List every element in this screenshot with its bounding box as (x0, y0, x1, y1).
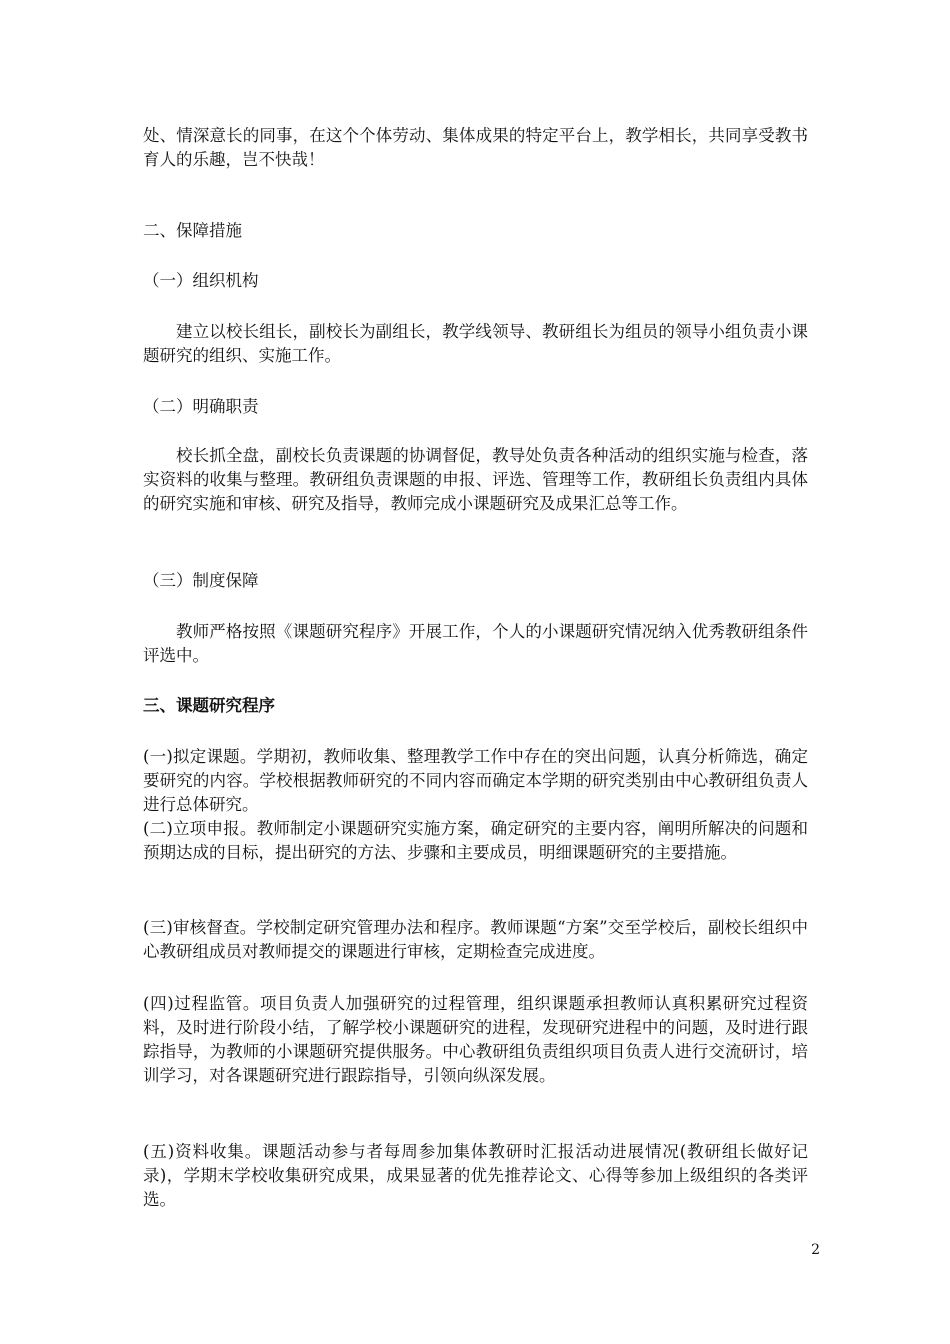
procedure-item-3: (三)审核督查。学校制定研究管理办法和程序。教师课题“方案”交至学校后，副校长组织中心教研组成员对教师提交的课题进行审核，定期检查完成进度。 (143, 918, 808, 961)
procedure-item-4: (四)过程监管。项目负责人加强研究的过程管理，组织课题承担教师认真积累研究过程资料，及时进行阶段小结，了解学校小课题研究的进程，发现研究进程中的问题，及时进行跟踪指导，为教师的小课题研究提供服务。中心教研组负责组织项目负责人进行交流研讨，培训学习，对各课题研究进行跟踪指导，引领向纵深发展。 (143, 994, 808, 1085)
procedure-item-5: (五)资料收集。课题活动参与者每周参加集体教研时汇报活动进展情况(教研组长做好记录)，学期末学校收集研究成果，成果显著的优先推荐论文、心得等参加上级组织的各类评选。 (143, 1142, 808, 1209)
section-heading-safeguards: 二、保障措施 (143, 221, 242, 240)
page-number: 2 (811, 1242, 820, 1258)
paragraph-organization: 建立以校长组长，副校长为副组长，教学线领导、教研组长为组员的领导小组负责小课题研究的组织、实施工作。 (143, 322, 808, 365)
paragraph-system: 教师严格按照《课题研究程序》开展工作，个人的小课题研究情况纳入优秀教研组条件评选中。 (143, 622, 808, 665)
procedure-item-1: (一)拟定课题。学期初，教师收集、整理教学工作中存在的突出问题，认真分析筛选，确定要研究的内容。学校根据教师研究的不同内容而确定本学期的研究类别由中心教研组负责人进行总体研究。 (143, 747, 808, 814)
intro-paragraph-tail: 处、情深意长的同事，在这个个体劳动、集体成果的特定平台上，教学相长，共同享受教书育人的乐趣，岂不快哉！ (143, 126, 808, 169)
subheading-system: （三）制度保障 (143, 571, 259, 590)
paragraph-responsibilities: 校长抓全盘，副校长负责课题的协调督促，教导处负责各种活动的组织实施与检查，落实资料的收集与整理。教研组负责课题的申报、评选、管理等工作，教研组长负责组内具体的研究实施和审核、研究及指导，教师完成小课题研究及成果汇总等工作。 (143, 446, 808, 513)
section-heading-procedure: 三、课题研究程序 (143, 696, 275, 715)
procedure-item-2: (二)立项申报。教师制定小课题研究实施方案，确定研究的主要内容，阐明所解决的问题和预期达成的目标，提出研究的方法、步骤和主要成员，明细课题研究的主要措施。 (143, 819, 808, 862)
subheading-responsibilities: （二）明确职责 (143, 397, 259, 416)
subheading-organization: （一）组织机构 (143, 271, 259, 290)
